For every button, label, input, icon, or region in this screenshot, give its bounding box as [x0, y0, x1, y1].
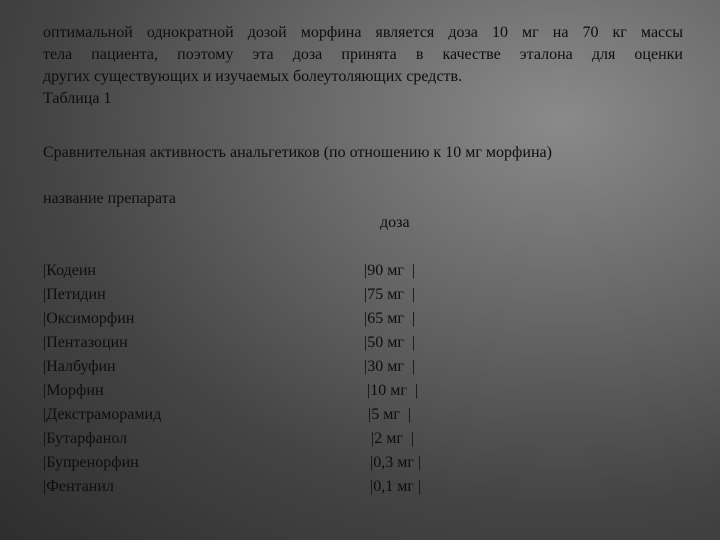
- table-caption: Сравнительная активность анальгетиков (по отношению к 10 мг морфина): [43, 144, 552, 161]
- intro-paragraph: [43, 22, 683, 110]
- intro-line: других существующих и изучаемых болеутоляющих средств.: [43, 68, 463, 85]
- drug-name: |Бутарфанол: [43, 430, 128, 447]
- drug-dose: |0,1 мг |: [370, 478, 422, 495]
- drug-name: |Пентазоцин: [43, 334, 128, 351]
- drug-dose: |75 мг |: [364, 286, 416, 303]
- intro-line: тела пациента, поэтому эта доза принята в качестве эталона для оценки: [43, 46, 683, 63]
- drug-dose: |30 мг |: [364, 358, 416, 375]
- drug-name: |Налбуфин: [43, 358, 116, 375]
- drug-name: |Фентанил: [43, 478, 114, 495]
- drug-name: |Морфин: [43, 382, 104, 399]
- drug-dose: |65 мг |: [364, 310, 416, 327]
- intro-line: оптимальной однократной дозой морфина является доза 10 мг на 70 кг массы: [43, 24, 683, 41]
- column-header-name: название препарата: [43, 190, 176, 207]
- drug-dose: |90 мг |: [364, 262, 416, 279]
- column-header-dose: доза: [380, 214, 410, 231]
- drug-name: |Оксиморфин: [43, 310, 135, 327]
- drug-name: |Декстраморамид: [43, 406, 162, 423]
- drug-name: |Бупренорфин: [43, 454, 139, 471]
- drug-dose: |50 мг |: [364, 334, 416, 351]
- drug-name: |Кодеин: [43, 262, 96, 279]
- drug-dose: |0,3 мг |: [370, 454, 422, 471]
- drug-dose: |5 мг |: [368, 406, 412, 423]
- drug-dose: |10 мг |: [367, 382, 419, 399]
- table-number-label: Таблица 1: [43, 90, 112, 107]
- drug-name: |Петидин: [43, 286, 106, 303]
- drug-dose: |2 мг |: [371, 430, 415, 447]
